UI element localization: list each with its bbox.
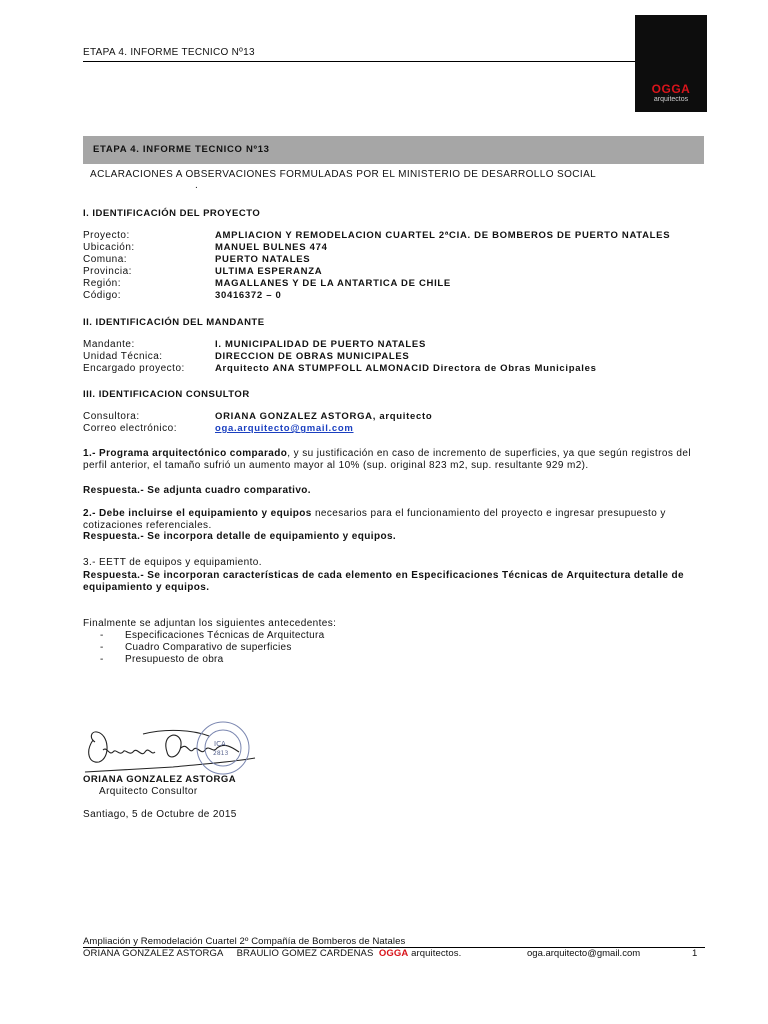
- footer-authors: [83, 948, 461, 959]
- item-1-response: Respuesta.- Se adjunta cuadro comparativo.: [83, 485, 311, 496]
- list-item-label: Presupuesto de obra: [125, 654, 224, 665]
- field-value: ORIANA GONZALEZ ASTORGA, arquitecto: [215, 411, 433, 422]
- field-label: Consultora:: [83, 411, 140, 422]
- field-label: Unidad Técnica:: [83, 351, 163, 362]
- item-3-response: Respuesta.- Se incorporan características de cada elemento en Especificaciones Técnicas de Arquitectura detalle de equipamiento y equipos.: [83, 570, 685, 593]
- field-label: Código:: [83, 290, 121, 301]
- title-banner: [83, 136, 704, 164]
- handwritten-signature: [83, 712, 258, 778]
- item-2-title: 2.- Debe incluirse el equipamiento y equipos: [83, 508, 312, 519]
- section-heading-consultor: III. IDENTIFICACION CONSULTOR: [83, 389, 250, 400]
- field-label: Mandante:: [83, 339, 135, 350]
- field-value: PUERTO NATALES: [215, 254, 311, 265]
- list-item: [100, 654, 324, 666]
- list-item: [100, 642, 324, 654]
- signer-name: ORIANA GONZALEZ ASTORGA: [83, 774, 237, 785]
- field-label: Ubicación:: [83, 242, 135, 253]
- page-number: 1: [692, 948, 698, 959]
- footer-project: Ampliación y Remodelación Cuartel 2º Compañía de Bomberos de Natales: [83, 936, 406, 947]
- field-value: AMPLIACION Y REMODELACION CUARTEL 2ªCIA. DE BOMBEROS DE PUERTO NATALES: [215, 230, 671, 241]
- field-label: Provincia:: [83, 266, 132, 277]
- footer-brand: OGGA: [378, 948, 409, 959]
- stamp-number: 2813: [213, 750, 229, 757]
- header-divider: [83, 61, 705, 62]
- footer-names: ORIANA GONZALEZ ASTORGA BRAULIO GOMEZ CARDENAS: [83, 948, 379, 959]
- document-subtitle: ACLARACIONES A OBSERVACIONES FORMULADAS POR EL MINISTERIO DE DESARROLLO SOCIAL: [90, 169, 597, 180]
- item-2-text: necesarios para el funcionamiento del proyecto e ingresar presupuesto y cotizaciones referenciales.: [83, 508, 666, 531]
- field-value: MANUEL BULNES 474: [215, 242, 328, 253]
- banner-title: ETAPA 4. INFORME TECNICO Nº13: [93, 144, 270, 155]
- field-value: DIRECCION DE OBRAS MUNICIPALES: [215, 351, 410, 362]
- list-item: [100, 630, 324, 642]
- field-label: Proyecto:: [83, 230, 130, 241]
- footer-suffix: arquitectos.: [408, 948, 462, 959]
- field-label: Encargado proyecto:: [83, 363, 185, 374]
- item-3-text: 3.- EETT de equipos y equipamiento.: [83, 557, 262, 568]
- field-value: ULTIMA ESPERANZA: [215, 266, 323, 277]
- item-1-paragraph: [83, 448, 705, 471]
- list-item-label: Cuadro Comparativo de superficies: [125, 642, 292, 653]
- field-label: Comuna:: [83, 254, 128, 265]
- attachments-list: [100, 630, 324, 666]
- ogga-logo: [635, 15, 707, 112]
- field-value: I. MUNICIPALIDAD DE PUERTO NATALES: [215, 339, 426, 350]
- footer-email: oga.arquitecto@gmail.com: [527, 948, 641, 959]
- subtitle-dot: .: [195, 180, 198, 191]
- signer-role: Arquitecto Consultor: [99, 786, 198, 797]
- field-value: MAGALLANES Y DE LA ANTARTICA DE CHILE: [215, 278, 451, 289]
- field-value: Arquitecto ANA STUMPFOLL ALMONACID Directora de Obras Municipales: [215, 363, 597, 374]
- stamp-label: ICA: [214, 740, 226, 748]
- item-2-paragraph: [83, 508, 705, 531]
- dash-bullet: -: [100, 654, 104, 665]
- header-title: ETAPA 4. INFORME TECNICO Nº13: [83, 47, 255, 58]
- logo-wordmark: OGGA: [651, 82, 691, 96]
- item-2-response: Respuesta.- Se incorpora detalle de equipamiento y equipos.: [83, 531, 397, 542]
- section-heading-proyecto: I. IDENTIFICACIÓN DEL PROYECTO: [83, 208, 261, 219]
- field-label: Región:: [83, 278, 121, 289]
- dash-bullet: -: [100, 630, 104, 641]
- field-label: Correo electrónico:: [83, 423, 177, 434]
- email-link[interactable]: oga.arquitecto@gmail.com: [215, 423, 354, 434]
- item-1-title: 1.- Programa arquitectónico comparado: [83, 448, 288, 459]
- logo-subtitle: arquitectos: [653, 96, 689, 103]
- section-heading-mandante: II. IDENTIFICACIÓN DEL MANDANTE: [83, 317, 265, 328]
- dash-bullet: -: [100, 642, 104, 653]
- list-item-label: Especificaciones Técnicas de Arquitectura: [125, 630, 325, 641]
- field-value: 30416372 – 0: [215, 290, 282, 301]
- item-1-text: , y su justificación en caso de incremento de superficies, ya que según registros del perfil anterior, el tamaño sufrió un aumento mayor al 10% (sup. original 823 m2, sup. resultante 929 m2).: [83, 448, 691, 471]
- document-date: Santiago, 5 de Octubre de 2015: [83, 809, 237, 820]
- final-intro: Finalmente se adjuntan los siguientes antecedentes:: [83, 618, 337, 629]
